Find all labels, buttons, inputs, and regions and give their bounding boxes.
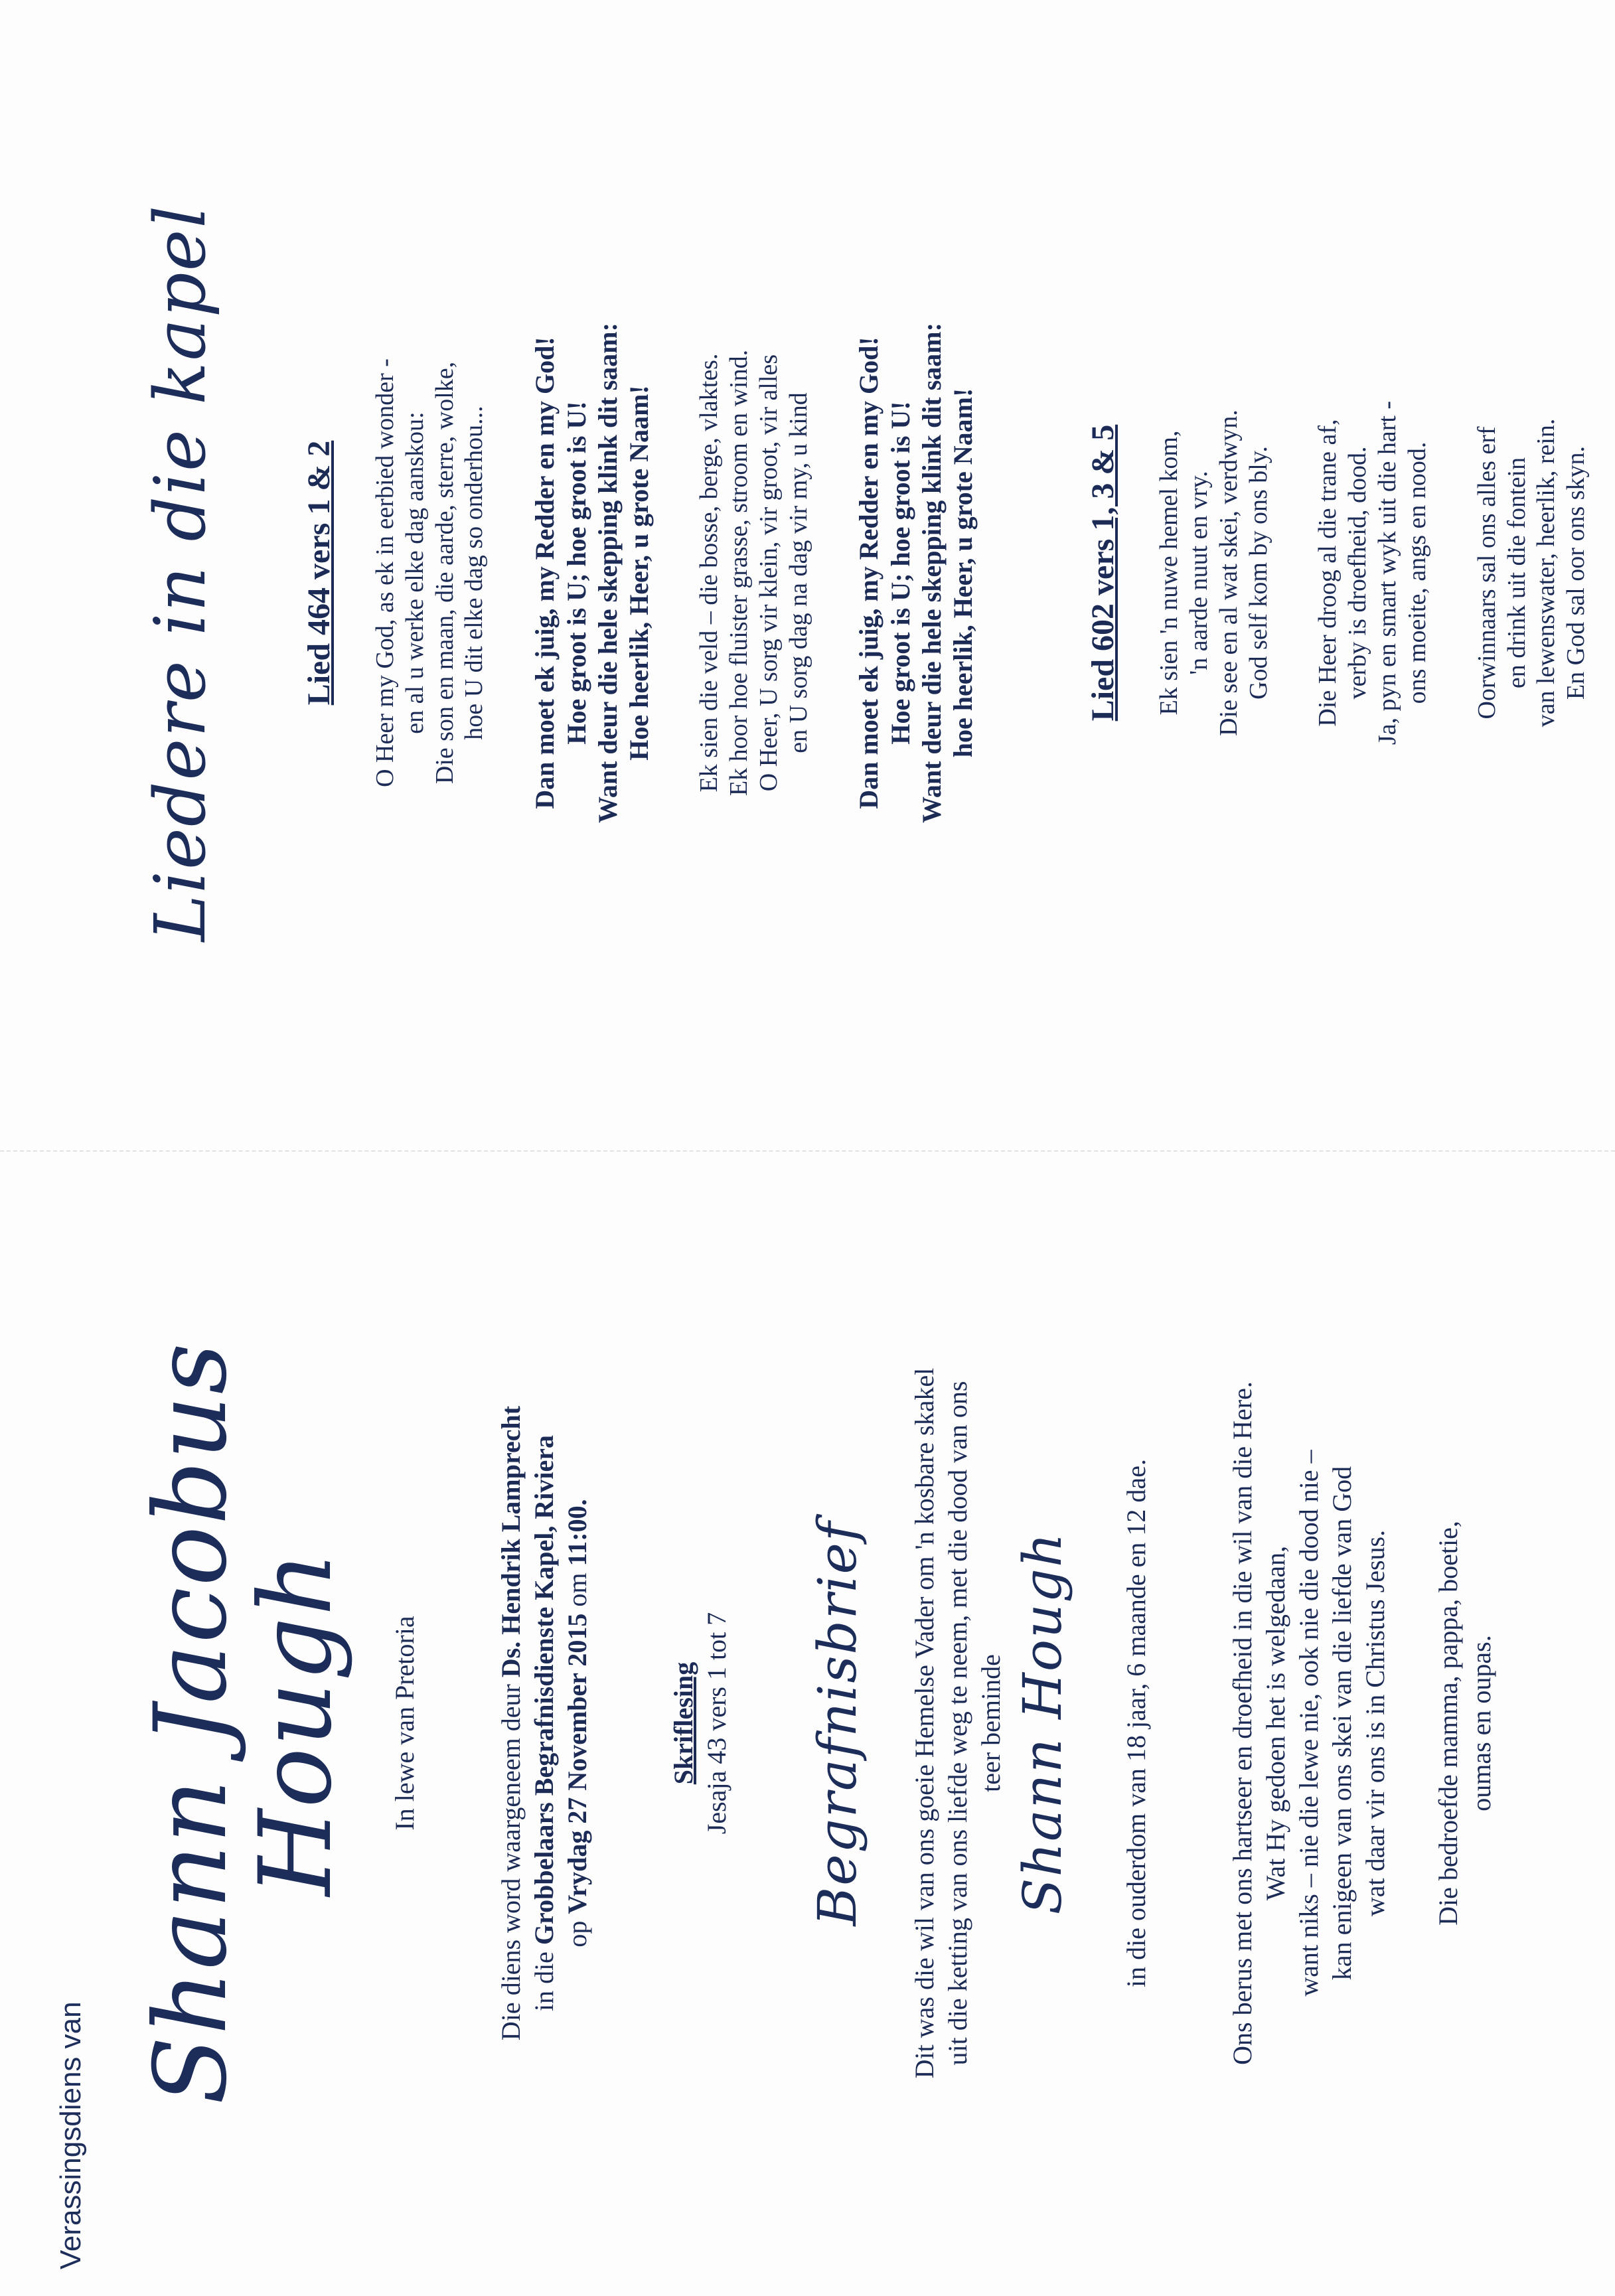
verse-line: Wat Hy gedoen het is welgedaan, xyxy=(1261,1545,1290,1901)
chorus-line: Dan moet ek juig, my Redder en my God! xyxy=(854,337,884,809)
stanza-line: En God sal oor ons skyn. xyxy=(1562,445,1590,700)
chorus-line: hoe heerlik, Heer, u grote Naam! xyxy=(947,388,978,758)
letter-line: uit die ketting van ons liefde weg te neem, met die dood van ons xyxy=(943,1381,972,2066)
stanza-line: Ek sien 'n nuwe hemel kom, xyxy=(1155,430,1184,716)
stanza-line: 'n aarde nuut en vry. xyxy=(1184,471,1213,675)
reading-title: Skriflesing xyxy=(668,1661,698,1785)
service-line: op Vrydag 27 November 2015 om 11:00. xyxy=(562,1499,592,1948)
song-title: Lied 602 vers 1, 3 & 5 xyxy=(1085,424,1121,722)
service-line: in die Grobbelaars Begrafnisdienste Kapel, Riviera xyxy=(529,1434,559,2012)
service-details xyxy=(495,1177,594,2269)
chorus-line: Want deur die hele skepping klink dit saam: xyxy=(592,323,623,823)
stanza-line: God self kom by ons bly. xyxy=(1244,446,1272,700)
deceased-name-line2: Hough xyxy=(238,1550,354,1896)
left-panel xyxy=(0,1150,1615,2296)
verse-line: kan enigeen van ons skei van die liefde van God xyxy=(1327,1466,1357,1981)
stanza-line: Die see en al wat skei, verdwyn. xyxy=(1214,410,1243,736)
chorus-line: Hoe heerlik, Heer, u grote Naam! xyxy=(623,385,654,761)
stanza-line: en drink uit die fontein xyxy=(1502,457,1531,689)
stanza-line: O Heer my God, as ek in eerbied wonder - xyxy=(371,358,399,787)
closing-line: Die bedroefde mamma, pappa, boetie, xyxy=(1433,1521,1463,1926)
song-title: Lied 464 vers 1 & 2 xyxy=(301,440,337,706)
letter-title: Begrafnisbrief xyxy=(807,1520,868,1926)
stanza-line: Die Heer droog al die trane af, xyxy=(1314,419,1342,727)
service-caption: Verassingsdiens van xyxy=(54,2001,87,2269)
stanza-line: Oorwinnaars sal ons alles erf xyxy=(1472,426,1501,720)
songs-title: Liedere in die kapel xyxy=(139,204,221,942)
verse-line: Ons berus met ons hartseer en droefheid in die wil van die Here. xyxy=(1227,1381,1257,2065)
stanza-line: Ek sien die veld – die bosse, berge, vlaktes. xyxy=(695,353,724,793)
song-464 xyxy=(301,27,978,1119)
stanza-line: verby is droefheid, dood. xyxy=(1344,446,1372,700)
stanza-line: Ja, pyn en smart wyk uit die hart - xyxy=(1373,400,1402,745)
stanza-line: en al u werke elke dag aanskou: xyxy=(400,412,429,734)
closing xyxy=(1432,1177,1498,2269)
verse-line: want niks – nie die lewe nie, ook nie die dood nie – xyxy=(1294,1450,1324,1997)
stanza-line: Ek hoor hoe fluister grasse, stroom en wind. xyxy=(724,349,753,797)
song-602 xyxy=(1085,27,1591,1119)
chorus-line: Hoe groot is U; hoe groot is U! xyxy=(561,401,591,745)
closing-line: oumas en oupas. xyxy=(1466,1635,1496,1811)
chorus-line: Dan moet ek juig, my Redder en my God! xyxy=(530,337,560,809)
right-panel xyxy=(0,0,1615,1146)
stanza-line: Die son en maan, die aarde, sterre, wolke, xyxy=(430,361,459,785)
chorus-line: Hoe groot is U; hoe groot is U! xyxy=(885,401,915,745)
stanza-line: O Heer, U sorg vir klein, vir groot, vir alles xyxy=(754,354,783,792)
age-line: in die ouderdom van 18 jaar, 6 maande en 12 dae. xyxy=(1121,1459,1151,1987)
stanza-line: ons moeite, angs en nood. xyxy=(1403,441,1431,704)
stanza-line: hoe U dit elke dag so onderhou... xyxy=(460,406,489,740)
letter-name: Shann Hough xyxy=(1012,1531,1073,1915)
reading-text: Jesaja 43 vers 1 tot 7 xyxy=(702,1612,731,1835)
stanza-line: van lewenswater, heerlik, rein. xyxy=(1532,418,1561,727)
comfort-verse xyxy=(1226,1177,1392,2269)
verse-line: wat daar vir ons is in Christus Jesus. xyxy=(1360,1529,1390,1917)
letter-line: Dit was die wil van ons goeie Hemelse Vader om 'n kosbare skakel xyxy=(909,1367,939,2079)
chorus-line: Want deur die hele skepping klink dit saam: xyxy=(916,323,947,823)
letter-line: teer beminde xyxy=(976,1654,1006,1792)
origin-text: In lewe van Pretoria xyxy=(390,1616,420,1831)
stanza-line: en U sorg dag na dag vir my, u kind xyxy=(784,392,812,753)
letter-text xyxy=(908,1177,1008,2269)
service-line: Die diens word waargeneem deur Ds. Hendrik Lamprecht xyxy=(496,1405,526,2041)
deceased-name-line1: Shann Jacobus xyxy=(133,1341,249,2105)
